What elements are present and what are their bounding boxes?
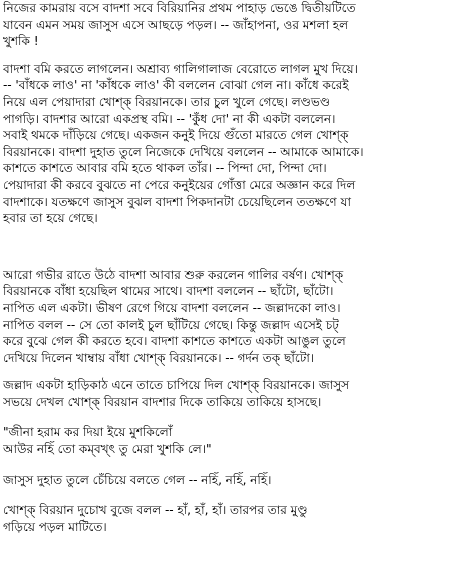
paragraph-3 — [3, 267, 451, 367]
text-line: নিজের কামরায় বসে বাদশা সবে বিরিয়ানির প্রথম পাহাড় ভেঙে দ্বিতীয়টিতে — [3, 1, 356, 15]
paragraph-spacer — [3, 458, 451, 472]
paragraph-2 — [3, 61, 451, 227]
text-line: কাশতে কাশতে আবার বমি হতে থাকল তাঁর। -- পিন্দা দো, পিন্দা দো। — [3, 161, 327, 176]
text-line: জাসুস দুহাত তুলে চেঁচিয়ে বলতে গেল -- নহিঁ, নহিঁ, নহিঁ। — [3, 472, 272, 487]
paragraph-spacer — [3, 488, 451, 502]
text-line: পাগড়ি। বাদশার আরো একপ্রস্থ বমি। -- 'কুঁধ দো' না কী একটা বললেন। — [3, 111, 336, 126]
text-line: হবার তা হয়ে গেছে। — [3, 211, 98, 226]
quote-paragraph — [3, 424, 451, 457]
text-line: সভয়ে দেখল খোশ্‌ক্‌ বিরয়ান বাদশার দিকে তাকিয়ে তাকিয়ে হাসছে। — [3, 394, 322, 409]
paragraph-7 — [3, 502, 451, 535]
text-line: খোশ্‌ক্‌ বিরয়ান দুচোখ বুজে বলল -- হাঁ, হাঁ, হাঁ। তারপর তার মুণ্ডু — [3, 503, 308, 518]
text-line: বিরয়ানকে। বাদশা দুহাত তুলে নিজেকে দেখিয়ে বললেন -- আমাকে আমাকে। — [3, 144, 364, 159]
text-line: নাপিত বলল -- সে তো কালই চুল ছাঁটিয়ে গেছে। কিন্তু জল্লাদ এসেই চট্‌ — [3, 317, 339, 332]
text-line: সবাই থমকে দাঁড়িয়ে গেছে। একজন কনুই দিয়ে গুঁতো মারতে গেল খোশ্‌ক্‌ — [3, 128, 349, 143]
paragraph-6 — [3, 472, 451, 489]
text-line: নিয়ে এল পেয়াদারা খোশ্‌ক্‌ বিরয়ানকে। তার চুল খুলে গেছে। লণ্ডভণ্ড — [3, 94, 331, 109]
text-line: খুশকি ! — [3, 34, 39, 49]
text-line: জল্লাদ একটা হাড়িকাঠ এনে তাতে চাপিয়ে দিল খোশ্‌ক্‌ বিরয়ানকে। জাসুস — [3, 378, 350, 393]
paragraph-4 — [3, 377, 451, 410]
paragraph-spacer — [3, 50, 451, 61]
text-line: -- 'বাঁধকে লাও' না 'কাঁধকে লাও' কী বললেন বোঝা গেল না। কাঁধে করেই — [3, 78, 349, 93]
text-line: গড়িয়ে পড়ল মাটিতে। — [3, 519, 107, 534]
text-line: করে বুঝে গেল কী করতে হবে। বাদশা কাশতে কাশতে একটা আঙুল তুলে — [3, 334, 346, 349]
text-line: আরো গভীর রাতে উঠে বাদশা আবার শুরু করলেন গালির বর্ষণ। খোশ্‌ক্‌ — [3, 267, 344, 282]
text-line: বিরয়ানকে বাঁধা হয়েছিল থামের সাথে। বাদশা বললেন -- ছাঁটো, ছাঁটো। — [3, 284, 334, 299]
paragraph-1 — [3, 0, 451, 50]
text-line: নাপিত এল একটা। ভীষণ রেগে গিয়ে বাদশা বললেন -- জল্লাদকো লাও। — [3, 300, 341, 315]
section-spacer — [3, 227, 451, 267]
paragraph-spacer — [3, 366, 451, 377]
quote-line: "জীনা হরাম কর দিয়া ইয়ে মুশকিলোঁ — [3, 425, 173, 440]
text-line: বাদশাকে। যতক্ষণে জাসুস বুঝল বাদশা পিকদানটা চেয়েছিলেন ততক্ষণে যা — [3, 194, 351, 209]
text-line: বাদশা বমি করতে লাগলেন। অশ্রাব্য গালিগালাজ বেরোতে লাগল মুখ দিয়ে। — [3, 61, 358, 76]
text-line: যাবেন এমন সময় জাসুস এসে আছড়ে পড়ল। -- জাঁহাপনা, ওর মশলা হল — [3, 17, 349, 32]
quote-line: আউর নহিঁ তো কম্‌বখ্‌ৎ তু মেরা খুশকি লে।" — [3, 442, 212, 457]
paragraph-spacer — [3, 410, 451, 424]
text-line: দেখিয়ে দিলেন খাম্বায় বাঁধা খোশ্‌ক্‌ বিরয়ানকে। -- গর্দন তক্‌ ছাঁটো। — [3, 350, 315, 365]
text-line: পেয়াদারা কী করবে বুঝতে না পেরে কনুইয়ের গোঁত্তা মেরে অজ্ঞান করে দিল — [3, 177, 356, 192]
